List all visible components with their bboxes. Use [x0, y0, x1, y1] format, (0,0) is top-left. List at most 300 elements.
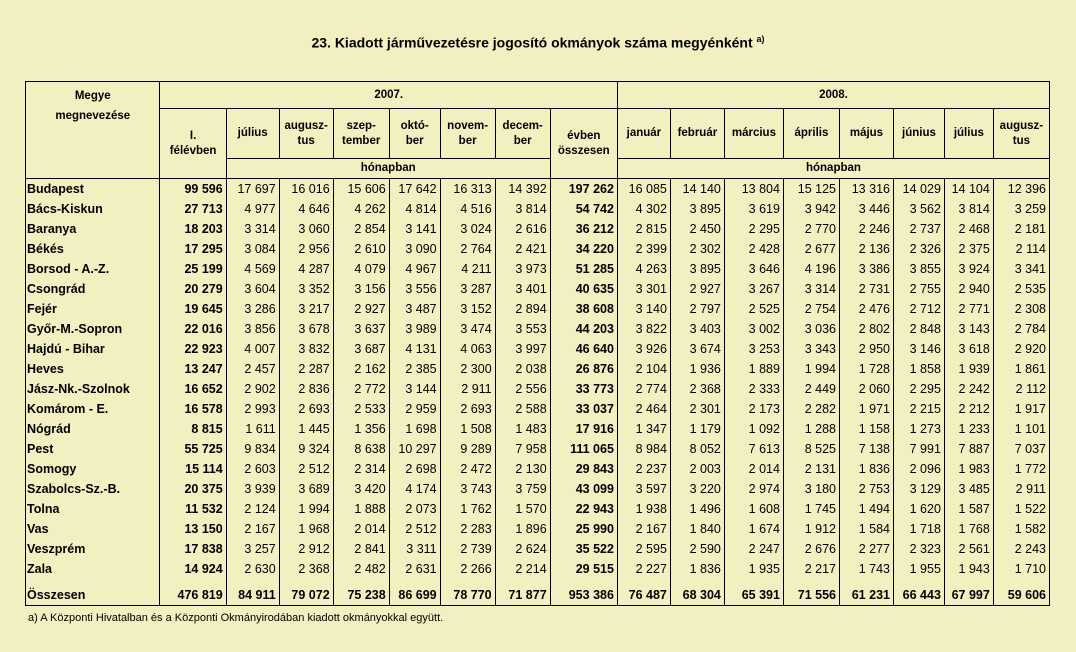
- value-cell: 1 233: [944, 419, 993, 439]
- value-cell: 2 676: [783, 539, 839, 559]
- value-cell: 2 940: [944, 279, 993, 299]
- month-2008-header: június: [893, 109, 944, 159]
- value-cell: 4 569: [226, 259, 279, 279]
- value-cell: 1 861: [993, 359, 1049, 379]
- month-2007-header: július: [226, 109, 279, 159]
- value-cell: 2 693: [440, 399, 495, 419]
- table-row: [26, 239, 1050, 259]
- value-cell: 22 923: [160, 339, 226, 359]
- value-cell: 3 646: [724, 259, 783, 279]
- table-row: [26, 559, 1050, 579]
- value-cell: 4 646: [279, 199, 333, 219]
- value-cell: 3 141: [389, 219, 440, 239]
- value-cell: 3 311: [389, 539, 440, 559]
- value-cell: 2 731: [839, 279, 893, 299]
- value-cell: 66 443: [893, 585, 944, 606]
- value-cell: 3 156: [333, 279, 389, 299]
- table-row: [26, 259, 1050, 279]
- value-cell: 7 958: [495, 439, 550, 459]
- county-name: Csongrád: [26, 279, 160, 299]
- value-cell: 2 815: [617, 219, 670, 239]
- table-row: [26, 199, 1050, 219]
- value-cell: 2 927: [333, 299, 389, 319]
- value-cell: 2 610: [333, 239, 389, 259]
- value-cell: 1 971: [839, 399, 893, 419]
- value-cell: 2 772: [333, 379, 389, 399]
- value-cell: 3 556: [389, 279, 440, 299]
- value-cell: 65 391: [724, 585, 783, 606]
- data-table: [25, 81, 1050, 606]
- value-cell: 17 295: [160, 239, 226, 259]
- value-cell: 1 743: [839, 559, 893, 579]
- value-cell: 26 876: [550, 359, 617, 379]
- value-cell: 3 997: [495, 339, 550, 359]
- value-cell: 2 247: [724, 539, 783, 559]
- value-cell: 1 728: [839, 359, 893, 379]
- month-2008-header: február: [670, 109, 724, 159]
- value-cell: 2 603: [226, 459, 279, 479]
- value-cell: 3 939: [226, 479, 279, 499]
- value-cell: 3 942: [783, 199, 839, 219]
- value-cell: 61 231: [839, 585, 893, 606]
- value-cell: 1 179: [670, 419, 724, 439]
- value-cell: 2 512: [389, 519, 440, 539]
- value-cell: 2 131: [783, 459, 839, 479]
- month-2008-header: március: [724, 109, 783, 159]
- value-cell: 11 532: [160, 499, 226, 519]
- county-name: Budapest: [26, 179, 160, 200]
- value-cell: 2 282: [783, 399, 839, 419]
- value-cell: 3 301: [617, 279, 670, 299]
- county-name: Fejér: [26, 299, 160, 319]
- table-row: [26, 539, 1050, 559]
- value-cell: 1 570: [495, 499, 550, 519]
- value-cell: 2 124: [226, 499, 279, 519]
- value-cell: 2 073: [389, 499, 440, 519]
- value-cell: 3 352: [279, 279, 333, 299]
- value-cell: 16 313: [440, 179, 495, 200]
- value-cell: 3 832: [279, 339, 333, 359]
- value-cell: 13 316: [839, 179, 893, 200]
- value-cell: 2 624: [495, 539, 550, 559]
- title-footnote-mark: a): [756, 34, 765, 44]
- value-cell: 2 295: [893, 379, 944, 399]
- value-cell: 3 314: [783, 279, 839, 299]
- value-cell: 1 494: [839, 499, 893, 519]
- value-cell: 59 606: [993, 585, 1049, 606]
- value-cell: 3 401: [495, 279, 550, 299]
- value-cell: 4 516: [440, 199, 495, 219]
- value-cell: 2 300: [440, 359, 495, 379]
- value-cell: 2 677: [783, 239, 839, 259]
- value-cell: 1 917: [993, 399, 1049, 419]
- value-cell: 3 140: [617, 299, 670, 319]
- value-cell: 15 606: [333, 179, 389, 200]
- value-cell: 3 674: [670, 339, 724, 359]
- value-cell: 4 211: [440, 259, 495, 279]
- table-row: [26, 499, 1050, 519]
- value-cell: 3 152: [440, 299, 495, 319]
- value-cell: 1 608: [724, 499, 783, 519]
- value-cell: 2 737: [893, 219, 944, 239]
- value-cell: 2 130: [495, 459, 550, 479]
- value-cell: 3 814: [495, 199, 550, 219]
- value-cell: 4 007: [226, 339, 279, 359]
- value-cell: 3 924: [944, 259, 993, 279]
- value-cell: 2 739: [440, 539, 495, 559]
- value-cell: 2 450: [670, 219, 724, 239]
- value-cell: 4 063: [440, 339, 495, 359]
- month-2007-header: októ- ber: [389, 109, 440, 159]
- value-cell: 2 464: [617, 399, 670, 419]
- value-cell: 1 912: [783, 519, 839, 539]
- months-unit-2007: hónapban: [226, 159, 550, 179]
- title-text: 23. Kiadott járművezetésre jogosító okmányok száma megyénként: [311, 34, 753, 51]
- value-cell: 2 112: [993, 379, 1049, 399]
- value-cell: 197 262: [550, 179, 617, 200]
- value-cell: 9 834: [226, 439, 279, 459]
- value-cell: 38 608: [550, 299, 617, 319]
- value-cell: 4 814: [389, 199, 440, 219]
- value-cell: 8 052: [670, 439, 724, 459]
- value-cell: 2 301: [670, 399, 724, 419]
- value-cell: 2 217: [783, 559, 839, 579]
- value-cell: 2 561: [944, 539, 993, 559]
- value-cell: 2 167: [226, 519, 279, 539]
- value-cell: 14 140: [670, 179, 724, 200]
- county-name: Bács-Kiskun: [26, 199, 160, 219]
- value-cell: 2 003: [670, 459, 724, 479]
- value-cell: 2 314: [333, 459, 389, 479]
- value-cell: 44 203: [550, 319, 617, 339]
- value-cell: 953 386: [550, 585, 617, 606]
- value-cell: 2 797: [670, 299, 724, 319]
- county-name: Hajdú - Bihar: [26, 339, 160, 359]
- county-name: Zala: [26, 559, 160, 579]
- value-cell: 2 774: [617, 379, 670, 399]
- table-row: [26, 219, 1050, 239]
- county-name: Nógrád: [26, 419, 160, 439]
- value-cell: 17 697: [226, 179, 279, 200]
- year-2007-header: 2007.: [160, 82, 617, 109]
- value-cell: 1 836: [839, 459, 893, 479]
- value-cell: 67 997: [944, 585, 993, 606]
- value-cell: 4 977: [226, 199, 279, 219]
- value-cell: 1 939: [944, 359, 993, 379]
- value-cell: 2 326: [893, 239, 944, 259]
- value-cell: 2 428: [724, 239, 783, 259]
- value-cell: 2 246: [839, 219, 893, 239]
- table-row: [26, 299, 1050, 319]
- value-cell: 17 838: [160, 539, 226, 559]
- value-cell: 2 841: [333, 539, 389, 559]
- value-cell: 3 002: [724, 319, 783, 339]
- value-cell: 4 131: [389, 339, 440, 359]
- value-cell: 3 287: [440, 279, 495, 299]
- value-cell: 2 693: [279, 399, 333, 419]
- value-cell: 1 896: [495, 519, 550, 539]
- value-cell: 1 772: [993, 459, 1049, 479]
- value-cell: 2 162: [333, 359, 389, 379]
- value-cell: 1 968: [279, 519, 333, 539]
- month-2007-header: novem- ber: [440, 109, 495, 159]
- table-row: [26, 419, 1050, 439]
- value-cell: 16 652: [160, 379, 226, 399]
- value-cell: 2 512: [279, 459, 333, 479]
- value-cell: 19 645: [160, 299, 226, 319]
- value-cell: 3 487: [389, 299, 440, 319]
- value-cell: 1 935: [724, 559, 783, 579]
- value-cell: 3 129: [893, 479, 944, 499]
- value-cell: 3 217: [279, 299, 333, 319]
- value-cell: 1 936: [670, 359, 724, 379]
- value-cell: 3 855: [893, 259, 944, 279]
- value-cell: 8 984: [617, 439, 670, 459]
- county-name: Komárom - E.: [26, 399, 160, 419]
- value-cell: 2 974: [724, 479, 783, 499]
- value-cell: 1 288: [783, 419, 839, 439]
- table-row: [26, 319, 1050, 339]
- value-cell: 2 590: [670, 539, 724, 559]
- value-cell: 71 556: [783, 585, 839, 606]
- county-name: Borsod - A.-Z.: [26, 259, 160, 279]
- value-cell: 2 287: [279, 359, 333, 379]
- value-cell: 71 877: [495, 585, 550, 606]
- value-cell: 4 287: [279, 259, 333, 279]
- value-cell: 16 016: [279, 179, 333, 200]
- value-cell: 10 297: [389, 439, 440, 459]
- value-cell: 2 449: [783, 379, 839, 399]
- value-cell: 3 259: [993, 199, 1049, 219]
- value-cell: 1 994: [279, 499, 333, 519]
- county-name: Összesen: [26, 585, 160, 606]
- value-cell: 4 263: [617, 259, 670, 279]
- value-cell: 15 114: [160, 459, 226, 479]
- value-cell: 3 637: [333, 319, 389, 339]
- value-cell: 3 036: [783, 319, 839, 339]
- value-cell: 1 158: [839, 419, 893, 439]
- value-cell: 8 525: [783, 439, 839, 459]
- value-cell: 17 916: [550, 419, 617, 439]
- value-cell: 3 678: [279, 319, 333, 339]
- value-cell: 25 199: [160, 259, 226, 279]
- value-cell: 1 092: [724, 419, 783, 439]
- value-cell: 2 457: [226, 359, 279, 379]
- value-cell: 1 710: [993, 559, 1049, 579]
- value-cell: 20 375: [160, 479, 226, 499]
- value-cell: 3 343: [783, 339, 839, 359]
- county-name: Tolna: [26, 499, 160, 519]
- value-cell: 2 368: [279, 559, 333, 579]
- table-row: [26, 359, 1050, 379]
- value-cell: 1 840: [670, 519, 724, 539]
- value-cell: 2 631: [389, 559, 440, 579]
- value-cell: 2 616: [495, 219, 550, 239]
- value-cell: 2 771: [944, 299, 993, 319]
- half-year-header: I. félévben: [160, 109, 226, 179]
- county-name: Győr-M.-Sopron: [26, 319, 160, 339]
- value-cell: 2 167: [617, 519, 670, 539]
- table-row: [26, 399, 1050, 419]
- value-cell: 1 101: [993, 419, 1049, 439]
- value-cell: 3 420: [333, 479, 389, 499]
- value-cell: 2 385: [389, 359, 440, 379]
- value-cell: 4 302: [617, 199, 670, 219]
- value-cell: 2 482: [333, 559, 389, 579]
- value-cell: 2 754: [783, 299, 839, 319]
- value-cell: 3 143: [944, 319, 993, 339]
- county-name: Heves: [26, 359, 160, 379]
- value-cell: 13 150: [160, 519, 226, 539]
- value-cell: 2 993: [226, 399, 279, 419]
- value-cell: 1 889: [724, 359, 783, 379]
- value-cell: 3 060: [279, 219, 333, 239]
- value-cell: 3 619: [724, 199, 783, 219]
- value-cell: 1 888: [333, 499, 389, 519]
- value-cell: 75 238: [333, 585, 389, 606]
- value-cell: 13 247: [160, 359, 226, 379]
- value-cell: 1 955: [893, 559, 944, 579]
- value-cell: 4 196: [783, 259, 839, 279]
- value-cell: 3 689: [279, 479, 333, 499]
- value-cell: 33 037: [550, 399, 617, 419]
- county-name: Békés: [26, 239, 160, 259]
- value-cell: 2 854: [333, 219, 389, 239]
- value-cell: 3 314: [226, 219, 279, 239]
- value-cell: 79 072: [279, 585, 333, 606]
- value-cell: 14 924: [160, 559, 226, 579]
- value-cell: 3 895: [670, 199, 724, 219]
- value-cell: 4 262: [333, 199, 389, 219]
- value-cell: 1 445: [279, 419, 333, 439]
- value-cell: 2 104: [617, 359, 670, 379]
- value-cell: 1 508: [440, 419, 495, 439]
- value-cell: 2 533: [333, 399, 389, 419]
- value-cell: 1 582: [993, 519, 1049, 539]
- month-2007-header: decem- ber: [495, 109, 550, 159]
- value-cell: 55 725: [160, 439, 226, 459]
- value-cell: 2 770: [783, 219, 839, 239]
- value-cell: 2 215: [893, 399, 944, 419]
- value-cell: 2 630: [226, 559, 279, 579]
- value-cell: 2 323: [893, 539, 944, 559]
- value-cell: 36 212: [550, 219, 617, 239]
- value-cell: 7 613: [724, 439, 783, 459]
- value-cell: 99 596: [160, 179, 226, 200]
- value-cell: 1 762: [440, 499, 495, 519]
- value-cell: 25 990: [550, 519, 617, 539]
- value-cell: 43 099: [550, 479, 617, 499]
- value-cell: 3 257: [226, 539, 279, 559]
- value-cell: 84 911: [226, 585, 279, 606]
- value-cell: 3 220: [670, 479, 724, 499]
- value-cell: 3 562: [893, 199, 944, 219]
- value-cell: 3 341: [993, 259, 1049, 279]
- value-cell: 27 713: [160, 199, 226, 219]
- value-cell: 476 819: [160, 585, 226, 606]
- value-cell: 2 950: [839, 339, 893, 359]
- value-cell: 2 848: [893, 319, 944, 339]
- value-cell: 7 991: [893, 439, 944, 459]
- value-cell: 2 927: [670, 279, 724, 299]
- value-cell: 7 037: [993, 439, 1049, 459]
- table-row: [26, 379, 1050, 399]
- value-cell: 4 079: [333, 259, 389, 279]
- value-cell: 1 983: [944, 459, 993, 479]
- value-cell: 2 136: [839, 239, 893, 259]
- value-cell: 2 096: [893, 459, 944, 479]
- value-cell: 2 038: [495, 359, 550, 379]
- value-cell: 3 084: [226, 239, 279, 259]
- value-cell: 3 403: [670, 319, 724, 339]
- value-cell: 86 699: [389, 585, 440, 606]
- value-cell: 2 181: [993, 219, 1049, 239]
- value-cell: 1 483: [495, 419, 550, 439]
- value-cell: 9 324: [279, 439, 333, 459]
- value-cell: 1 587: [944, 499, 993, 519]
- value-cell: 2 802: [839, 319, 893, 339]
- county-name: Somogy: [26, 459, 160, 479]
- value-cell: 1 347: [617, 419, 670, 439]
- value-cell: 3 618: [944, 339, 993, 359]
- value-cell: 2 283: [440, 519, 495, 539]
- table-row: [26, 479, 1050, 499]
- value-cell: 1 836: [670, 559, 724, 579]
- value-cell: 3 687: [333, 339, 389, 359]
- table-body: [26, 179, 1050, 606]
- month-2008-header: április: [783, 109, 839, 159]
- value-cell: 3 024: [440, 219, 495, 239]
- value-cell: 76 487: [617, 585, 670, 606]
- value-cell: 1 273: [893, 419, 944, 439]
- value-cell: 3 090: [389, 239, 440, 259]
- value-cell: 1 698: [389, 419, 440, 439]
- value-cell: 3 474: [440, 319, 495, 339]
- value-cell: 2 368: [670, 379, 724, 399]
- value-cell: 111 065: [550, 439, 617, 459]
- value-cell: 3 180: [783, 479, 839, 499]
- value-cell: 1 522: [993, 499, 1049, 519]
- table-title: [0, 34, 1076, 51]
- value-cell: 2 227: [617, 559, 670, 579]
- value-cell: 2 920: [993, 339, 1049, 359]
- value-cell: 2 902: [226, 379, 279, 399]
- year-2008-header: 2008.: [617, 82, 1049, 109]
- value-cell: 16 085: [617, 179, 670, 200]
- value-cell: 3 814: [944, 199, 993, 219]
- value-cell: 2 173: [724, 399, 783, 419]
- value-cell: 3 597: [617, 479, 670, 499]
- value-cell: 68 304: [670, 585, 724, 606]
- value-cell: 4 967: [389, 259, 440, 279]
- value-cell: 51 285: [550, 259, 617, 279]
- value-cell: 2 333: [724, 379, 783, 399]
- value-cell: 1 496: [670, 499, 724, 519]
- value-cell: 54 742: [550, 199, 617, 219]
- value-cell: 9 289: [440, 439, 495, 459]
- value-cell: 2 114: [993, 239, 1049, 259]
- value-cell: 2 753: [839, 479, 893, 499]
- value-cell: 17 642: [389, 179, 440, 200]
- value-cell: 3 973: [495, 259, 550, 279]
- value-cell: 8 815: [160, 419, 226, 439]
- value-cell: 2 588: [495, 399, 550, 419]
- value-cell: 2 911: [440, 379, 495, 399]
- value-cell: 2 956: [279, 239, 333, 259]
- value-cell: 3 926: [617, 339, 670, 359]
- value-cell: 14 392: [495, 179, 550, 200]
- value-cell: 2 476: [839, 299, 893, 319]
